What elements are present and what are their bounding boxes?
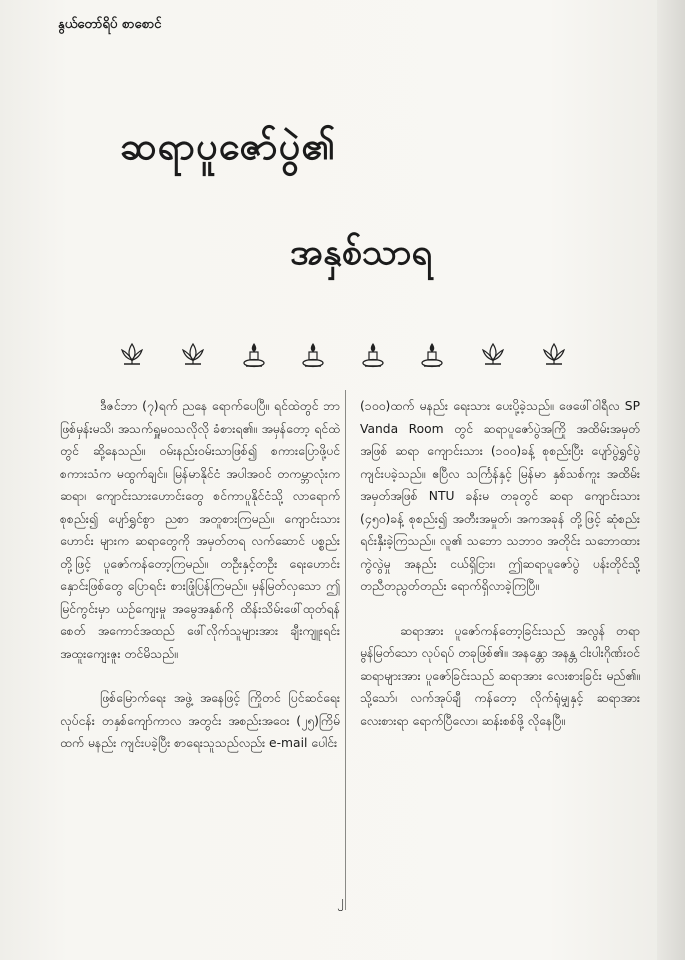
ornament-row: [118, 340, 568, 370]
right-column: [360, 395, 640, 732]
lotus-icon: [540, 342, 568, 368]
lotus-icon: [118, 342, 146, 368]
candle-icon: [241, 341, 267, 369]
paragraph: ဖြစ်မြောက်ရေး အဖွဲ့ အနေဖြင့် ကြိုတင် ပြင်ဆင်ရေးလုပ်ငန်း တနှစ်ကျော်ကာလ အတွင်း အစည်းအဝေး (၂၅)ကြိမ်ထက် မနည်း ကျင်းပခဲ့ပြီး စာရေးသူသည်လည်း e-mail ပေါင်း: [60, 691, 340, 750]
page-number: ၂: [337, 894, 344, 909]
show-through-text: [110, 55, 630, 125]
paragraph: ဒီဇင်ဘာ (၇)ရက် ညနေ ရောက်ပေပြီ။ ရင်ထဲတွင် ဘာဖြစ်မှန်းမသိ၊ အသက်ရှူမဝသလိုလို ခံစားရ၏။ အမှန်တော့ ရင်ထဲတွင် ဆို့နေသည်။ ဝမ်းနည်းဝမ်းသာဖြစ်၍ စကားပြောဖို့ပင် စကားသံက မထွက်ချင်။ မြန်မာနိုင်ငံ အပါအဝင် တကမ္ဘာလုံးက ဆရာ၊ ကျောင်းသားဟောင်းတွေ စင်ကာပူနိုင်ငံသို့ လာရောက်စုစည်း၍ ပျော်ရွှင်စွာ ညစာ အတူစားကြမည်။ ကျောင်းသားဟောင်း များက ဆရာတွေကို အမှတ်တရ လက်ဆောင် ပစ္စည်းတို့ဖြင့် ပူဇော်ကန်တော့ကြမည်။ တဦးနှင့်တဦး ရေးဟောင်းနှောင်းဖြစ်တွေ ပြောရင်း စားဖြုံပြန်ကြမည်။ မှန်မြတ်လှသော ဤမြင်ကွင်းမှာ ယဉ်ကျေးမှု အမွေအနှစ်ကို ထိန်းသိမ်းဖေါ်ထုတ်ရန် စေတ် အကောင်အထည် ဖေါ်လိုက်သူများအား ချီးကျူးရင်း အထူးကျေးဇူး တင်မိသည်။: [60, 399, 340, 661]
running-head: နွယ်တော်ရိပ် စာစောင်: [58, 17, 162, 32]
candle-icon: [360, 341, 386, 369]
lotus-icon: [479, 342, 507, 368]
paragraph: ဆရာအား ပူဇော်ကန်တော့ခြင်းသည် အလွန် တရာ မွန်မြတ်သော လုပ်ရပ် တခုဖြစ်၏။ အနန္တော အနန္တ ငါးပါးဂိုဏ်းဝင် ဆရာများအား ပူဇော်ခြင်းသည် ဆရာအား လေးစားခြင်း မည်၏။ သို့သော်၊ လက်အုပ်ချီ ကန်တော့ လိုက်ရုံမျှနှင့် ဆရာအား လေးစားရာ ရောက်ပြီလော၊ ဆန်းစစ်ဖို့ လိုနေပြီ။: [360, 623, 640, 728]
page-spine-shadow: [657, 0, 685, 960]
candle-icon: [419, 341, 445, 369]
column-divider: [345, 390, 346, 910]
lotus-icon: [179, 342, 207, 368]
article-subtitle: အနှစ်သာရ: [290, 232, 433, 273]
paragraph: (၁၀၀)ထက် မနည်း ရေးသား ပေးပို့ခဲ့သည်။ ဖေဖေါ်ဝါရီလ SP Vanda Room တွင် ဆရာပူဇော်ပွဲအကြို အထိမ်းအမှတ် အဖြစ် ဆရာ ကျောင်းသား (၁၀၀)ခန့် စုစည်းပြီး ပျော်ပွဲရွှင်ပွဲ ကျင်းပခဲ့သည်။ ဧပြီလ သင်္ကြန်နှင့် မြန်မာ နှစ်သစ်ကူး အထိမ်း အမှတ်အဖြစ် NTU ခန်းမ တခုတွင် ဆရာ ကျောင်းသား (၄၅၀)ခန့် စုစည်း၍ အတီးအမှုတ်၊ အကအခုန် တို့ဖြင့် ဆုံစည်း ရင်းနှီးခဲ့ကြသည်။ လူ၏ သဘော သဘာဝ အတိုင်း သဘောထား ကွဲလွဲမှု အနည်း ငယ်ရှိငြား၊ ဤဆရာပူဇော်ပွဲ ပန်းတိုင်သို့ တညီတညွတ်တည်း ရောက်ရှိလာခဲ့ကြပြီ။: [360, 399, 640, 593]
left-column: [60, 395, 340, 755]
candle-icon: [300, 341, 326, 369]
article-title: ဆရာပူဇော်ပွဲ၏: [120, 124, 337, 168]
